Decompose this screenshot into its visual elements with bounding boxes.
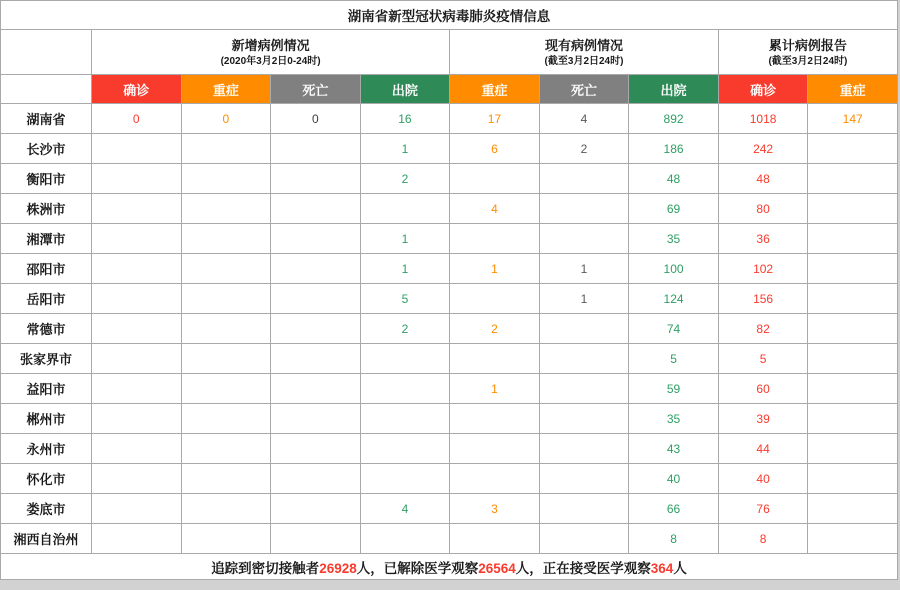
value-cell [271,314,361,344]
group-date-range: (2020年3月2日0-24时) [220,56,321,68]
value-cell [808,464,898,494]
value-cell [181,494,271,524]
region-cell: 湖南省 [1,104,92,134]
table-row [1,344,898,374]
value-cell [808,164,898,194]
table-row [1,464,898,494]
value-cell [808,404,898,434]
value-cell [271,284,361,314]
table-row [1,404,898,434]
col-header-total-severe: 重症 [808,75,898,104]
value-cell [808,344,898,374]
value-cell: 5 [629,344,719,374]
value-cell [181,374,271,404]
value-cell [92,344,182,374]
group-header-current-cases [450,30,719,75]
value-cell: 8 [629,524,719,554]
value-cell [808,524,898,554]
region-cell: 岳阳市 [1,284,92,314]
value-cell [450,284,540,314]
value-cell: 5 [718,344,808,374]
table-row [1,494,898,524]
value-cell [92,524,182,554]
value-cell: 2 [539,134,629,164]
table-row [1,194,898,224]
region-cell: 常德市 [1,314,92,344]
value-cell [181,134,271,164]
value-cell: 0 [92,104,182,134]
value-cell: 4 [360,494,450,524]
value-cell: 124 [629,284,719,314]
group-date-range: (截至3月2日24时) [544,56,624,68]
value-cell: 156 [718,284,808,314]
value-cell [181,344,271,374]
region-cell: 张家界市 [1,344,92,374]
value-cell [181,464,271,494]
value-cell [92,434,182,464]
value-cell [539,194,629,224]
table-body [1,104,898,554]
value-cell [539,344,629,374]
value-cell: 1018 [718,104,808,134]
col-header-new-confirmed: 确诊 [92,75,182,104]
region-cell: 娄底市 [1,494,92,524]
value-cell: 17 [450,104,540,134]
value-cell [271,344,361,374]
value-cell: 1 [360,254,450,284]
footer-number: 26564 [478,560,516,576]
value-cell [450,524,540,554]
value-cell [808,224,898,254]
value-cell [539,494,629,524]
table-row [1,254,898,284]
value-cell [450,434,540,464]
value-cell: 5 [360,284,450,314]
col-header-new-deaths: 死亡 [271,75,361,104]
value-cell: 74 [629,314,719,344]
value-cell [539,404,629,434]
column-header-row [1,75,898,104]
col-header-new-severe: 重症 [181,75,271,104]
value-cell: 40 [718,464,808,494]
value-cell: 82 [718,314,808,344]
value-cell [92,164,182,194]
region-cell: 怀化市 [1,464,92,494]
value-cell: 0 [271,104,361,134]
value-cell [360,194,450,224]
col-header-total-confirmed: 确诊 [718,75,808,104]
value-cell [360,344,450,374]
col-header-current-deaths: 死亡 [539,75,629,104]
value-cell [808,314,898,344]
footer-number: 26928 [319,560,357,576]
value-cell [271,224,361,254]
value-cell [271,194,361,224]
value-cell [92,284,182,314]
value-cell [360,524,450,554]
value-cell [92,194,182,224]
col-header-current-severe: 重症 [450,75,540,104]
value-cell [808,434,898,464]
table-row [1,524,898,554]
value-cell: 892 [629,104,719,134]
footer-row [1,554,898,580]
value-cell: 242 [718,134,808,164]
value-cell: 2 [360,314,450,344]
value-cell: 1 [539,284,629,314]
value-cell [92,404,182,434]
table-row [1,104,898,134]
table-row [1,134,898,164]
value-cell [450,464,540,494]
value-cell [271,164,361,194]
footer-text: 追踪到密切接触者 [211,560,320,576]
value-cell [360,374,450,404]
value-cell [181,284,271,314]
value-cell [271,404,361,434]
value-cell [539,524,629,554]
value-cell: 102 [718,254,808,284]
region-cell: 湘潭市 [1,224,92,254]
value-cell [360,434,450,464]
value-cell: 8 [718,524,808,554]
footer-text: 人，正在接受医学观察 [515,560,651,576]
group-label: 新增病例情况 [231,37,310,53]
table-row [1,434,898,464]
footer-text: 人，已解除医学观察 [356,560,479,576]
value-cell: 6 [450,134,540,164]
value-cell: 1 [360,134,450,164]
value-cell: 36 [718,224,808,254]
table-row [1,314,898,344]
value-cell [539,374,629,404]
table-row [1,374,898,404]
group-header-new-cases [92,30,450,75]
value-cell [92,314,182,344]
value-cell [539,434,629,464]
value-cell [808,194,898,224]
value-cell [92,134,182,164]
value-cell: 60 [718,374,808,404]
region-cell: 邵阳市 [1,254,92,284]
value-cell: 48 [629,164,719,194]
region-header-cell [1,75,92,104]
value-cell: 39 [718,404,808,434]
value-cell: 186 [629,134,719,164]
value-cell [450,224,540,254]
value-cell [271,464,361,494]
footer-text: 人 [673,560,687,576]
region-cell: 株洲市 [1,194,92,224]
value-cell [808,284,898,314]
value-cell [271,494,361,524]
value-cell: 76 [718,494,808,524]
col-header-new-discharged: 出院 [360,75,450,104]
value-cell: 59 [629,374,719,404]
value-cell [450,344,540,374]
value-cell: 147 [808,104,898,134]
value-cell: 48 [718,164,808,194]
value-cell: 69 [629,194,719,224]
value-cell: 40 [629,464,719,494]
value-cell [271,134,361,164]
region-cell: 益阳市 [1,374,92,404]
value-cell [539,314,629,344]
value-cell [181,194,271,224]
group-label: 现有病例情况 [545,37,624,53]
value-cell: 43 [629,434,719,464]
value-cell [450,164,540,194]
value-cell [92,224,182,254]
value-cell [181,314,271,344]
value-cell [360,404,450,434]
value-cell: 4 [450,194,540,224]
value-cell [92,494,182,524]
value-cell: 4 [539,104,629,134]
table-row [1,224,898,254]
value-cell [808,494,898,524]
value-cell [271,374,361,404]
col-header-current-discharged: 出院 [629,75,719,104]
value-cell: 1 [360,224,450,254]
region-cell: 永州市 [1,434,92,464]
value-cell [92,254,182,284]
value-cell: 80 [718,194,808,224]
value-cell: 66 [629,494,719,524]
table-row [1,164,898,194]
value-cell [539,164,629,194]
value-cell: 2 [360,164,450,194]
value-cell: 35 [629,224,719,254]
value-cell [181,224,271,254]
value-cell: 1 [539,254,629,284]
group-label: 累计病例报告 [768,37,847,53]
value-cell [181,434,271,464]
value-cell: 44 [718,434,808,464]
value-cell [181,404,271,434]
group-date-range: (截至3月2日24时) [768,56,848,68]
region-cell: 湘西自治州 [1,524,92,554]
value-cell [808,134,898,164]
value-cell: 100 [629,254,719,284]
footer-number: 364 [650,560,674,576]
value-cell [92,374,182,404]
column-group-row [1,30,898,75]
region-cell: 郴州市 [1,404,92,434]
value-cell [271,524,361,554]
value-cell: 16 [360,104,450,134]
value-cell: 1 [450,374,540,404]
value-cell [539,224,629,254]
value-cell [360,464,450,494]
value-cell [808,254,898,284]
region-cell: 衡阳市 [1,164,92,194]
value-cell [181,254,271,284]
value-cell [92,464,182,494]
value-cell: 3 [450,494,540,524]
value-cell: 0 [181,104,271,134]
value-cell [450,404,540,434]
contact-tracing-note [1,554,898,580]
value-cell [181,524,271,554]
value-cell [271,434,361,464]
page-title: 湖南省新型冠状病毒肺炎疫情信息 [1,1,898,30]
group-header-cumulative-cases [718,30,897,75]
value-cell [181,164,271,194]
title-row [1,1,898,30]
value-cell: 35 [629,404,719,434]
value-cell [808,374,898,404]
region-cell: 长沙市 [1,134,92,164]
value-cell: 2 [450,314,540,344]
region-header-spacer [1,30,92,75]
value-cell [539,464,629,494]
table-row [1,284,898,314]
value-cell [271,254,361,284]
value-cell: 1 [450,254,540,284]
